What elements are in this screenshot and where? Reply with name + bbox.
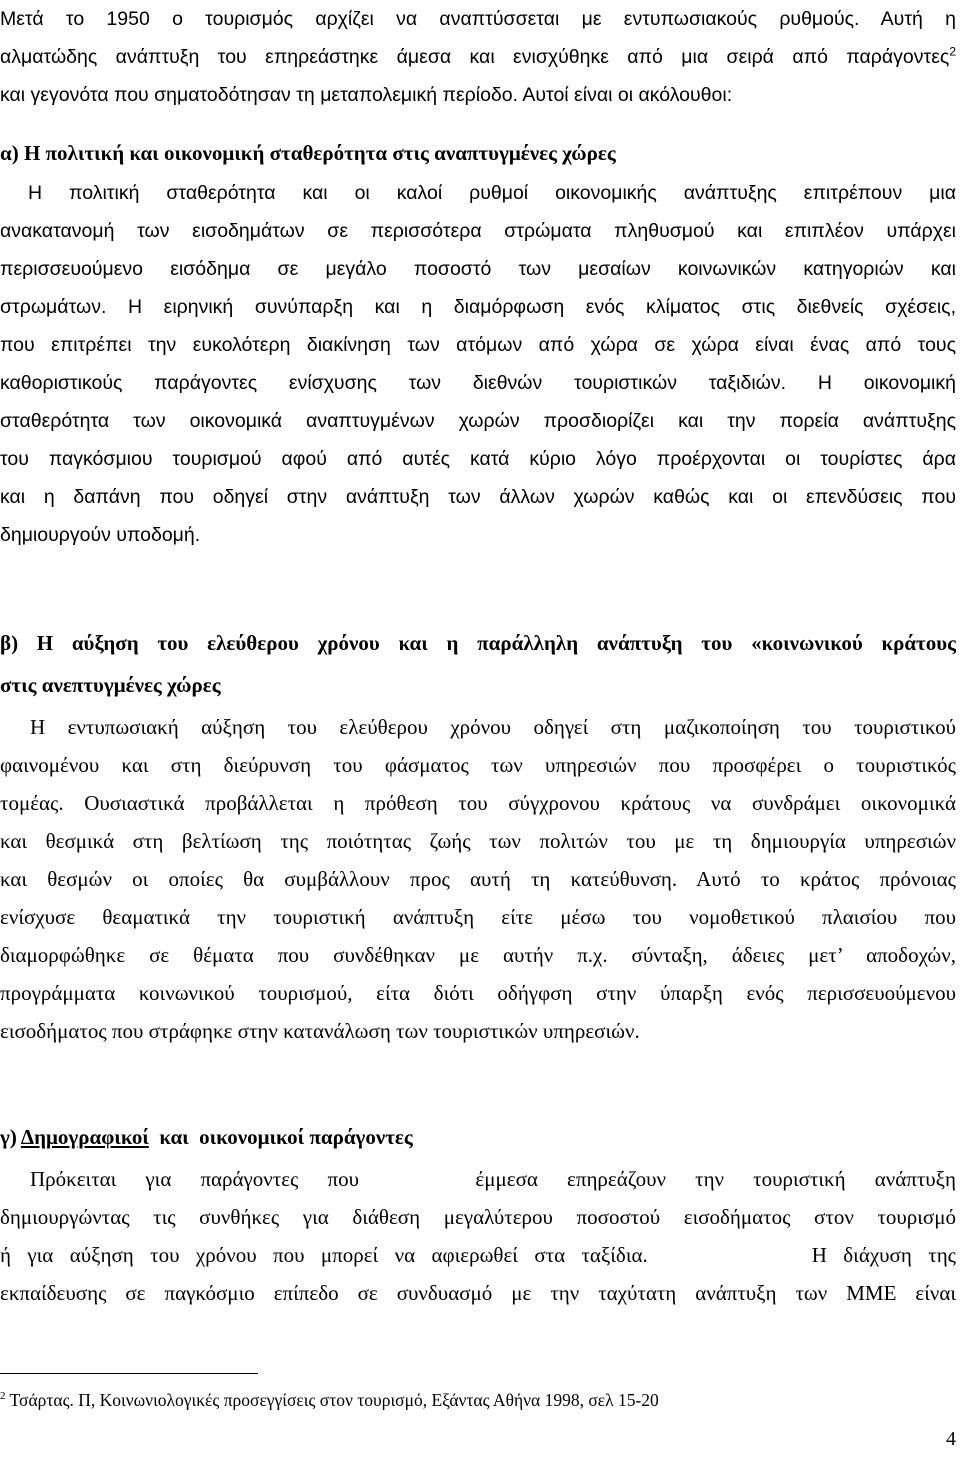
section-b-line: εισοδήματος που στράφηκε στην κατανάλωση των τουριστικών υπηρεσιών.	[0, 1019, 640, 1043]
section-c-line: Πρόκειται για παράγοντες που έμμεσα επηρεάζουν την τουριστική ανάπτυξη	[30, 1167, 956, 1191]
footnote-text: Τσάρτας. Π, Κοινωνιολογικές προσεγγίσεις στον τουρισμό, Εξάντας Αθήνα 1998, σελ 15-20	[5, 1390, 659, 1410]
section-b-line: τομέας. Ουσιαστικά προβάλλεται η πρόθεση του σύγχρονου κράτους να συνδράμει οικονομικά	[0, 791, 956, 815]
section-c-heading-rest: και οικονομικοί παράγοντες	[148, 1125, 413, 1149]
intro-line-2	[0, 38, 956, 76]
section-b-line: ενίσχυσε θεαματικά την τουριστική ανάπτυξη είτε μέσω του νομοθετικού πλαισίου που	[0, 905, 956, 929]
section-b-line: φαινομένου και στη διεύρυνση του φάσματος των υπηρεσιών που προσφέρει ο τουριστικός	[0, 753, 956, 777]
section-b-line: και θεσμών οι οποίες θα συμβάλλουν προς αυτή τη κατεύθυνση. Αυτό το κράτος πρόνοιας	[0, 867, 956, 891]
section-b-heading-line-1: β) Η αύξηση του ελεύθερου χρόνου και η παράλληλη ανάπτυξη του «κοινωνικού κράτους	[0, 631, 956, 655]
section-a-line: Η πολιτική σταθερότητα και οι καλοί ρυθμοί οικονομικής ανάπτυξης επιτρέπουν μια	[28, 182, 956, 204]
section-b-heading	[0, 624, 956, 704]
section-a-line: του παγκόσμιου τουρισμού αφού από αυτές κατά κύριο λόγο προέρχονται οι τουρίστες άρα	[0, 448, 956, 470]
intro-line-2-text: αλματώδης ανάπτυξη του επηρεάστηκε άμεσα και ενισχύθηκε από μια σειρά από παράγοντες	[0, 46, 950, 68]
section-a-line: καθοριστικούς παράγοντες ενίσχυσης των διεθνών τουριστικών ταξιδιών. Η οικονομική	[0, 372, 956, 394]
footnote-divider	[0, 1373, 258, 1374]
page-number: 4	[946, 1428, 956, 1450]
section-b-line: διαμορφώθηκε σε θέματα που συνδέθηκαν με αυτήν π.χ. σύνταξη, άδειες μετ’ αποδοχών,	[0, 943, 956, 967]
footnote-number: 2	[0, 1390, 6, 1403]
intro-line-1: Μετά το 1950 ο τουρισμός αρχίζει να αναπτύσσεται με εντυπωσιακούς ρυθμούς. Αυτή η	[0, 8, 956, 30]
intro-paragraph	[0, 0, 956, 114]
section-b-line: προγράμματα κοινωνικού τουρισμού, είτα διότι οδήγφση στην ύπαρξη ενός περισσευούμενου	[0, 981, 956, 1005]
section-a-line: στρωμάτων. Η ειρηνική συνύπαρξη και η διαμόρφωση ενός κλίματος στις διεθνείς σχέσεις,	[0, 296, 956, 318]
section-a-heading: α) Η πολιτική και οικονομική σταθερότητα στις αναπτυγμένες χώρες	[0, 141, 616, 165]
section-c-line: εκπαίδευσης σε παγκόσμιο επίπεδο σε συνδυασμό με την ταχύτατη ανάπτυξη των ΜΜΕ είναι	[0, 1281, 956, 1305]
section-c-heading-prefix: γ)	[0, 1125, 21, 1149]
section-c-line: δημιουργώντας τις συνθήκες για διάθεση μεγαλύτερου ποσοστού εισοδήματος στον τουρισμό	[0, 1205, 956, 1229]
section-a-line: σταθερότητα των οικονομικά αναπτυγμένων χωρών προσδιορίζει και την πορεία ανάπτυξης	[0, 410, 956, 432]
section-b-heading-line-2: στις ανεπτυγμένες χώρες	[0, 673, 221, 697]
section-c-paragraph	[0, 1160, 956, 1312]
section-a-line: που επιτρέπει την ευκολότερη διακίνηση των ατόμων από χώρα σε χώρα είναι ένας από τους	[0, 334, 956, 356]
footnote-reference: 2	[949, 44, 956, 59]
section-a-line: και η δαπάνη που οδηγεί στην ανάπτυξη των άλλων χωρών καθώς και οι επενδύσεις που	[0, 486, 956, 508]
section-c-heading-underlined: Δημογραφικοί	[20, 1125, 149, 1149]
section-a-paragraph	[0, 174, 956, 554]
section-c-line: ή για αύξηση του χρόνου που μπορεί να αφιερωθεί στα ταξίδια. Η διάχυση της	[0, 1243, 956, 1267]
intro-line-3: και γεγονότα που σηματοδότησαν τη μεταπολεμική περίοδο. Αυτοί είναι οι ακόλουθοι:	[0, 84, 733, 106]
footnote	[0, 1390, 940, 1411]
section-a-line: ανακατανομή των εισοδημάτων σε περισσότερα στρώματα πληθυσμού και επιπλέον υπάρχει	[0, 220, 956, 242]
section-b-line: και θεσμικά στη βελτίωση της ποιότητας ζωής των πολιτών του με τη δημιουργία υπηρεσιών	[0, 829, 956, 853]
section-b-line: Η εντυπωσιακή αύξηση του ελεύθερου χρόνου οδηγεί στη μαζικοποίηση του τουριστικού	[30, 715, 956, 739]
section-c-heading	[0, 1118, 956, 1156]
section-a-line: περισσευούμενο εισόδημα σε μεγάλο ποσοστό των μεσαίων κοινωνικών κατηγοριών και	[0, 258, 956, 280]
section-a-line: δημιουργούν υποδομή.	[0, 524, 201, 546]
section-b-paragraph	[0, 708, 956, 1050]
